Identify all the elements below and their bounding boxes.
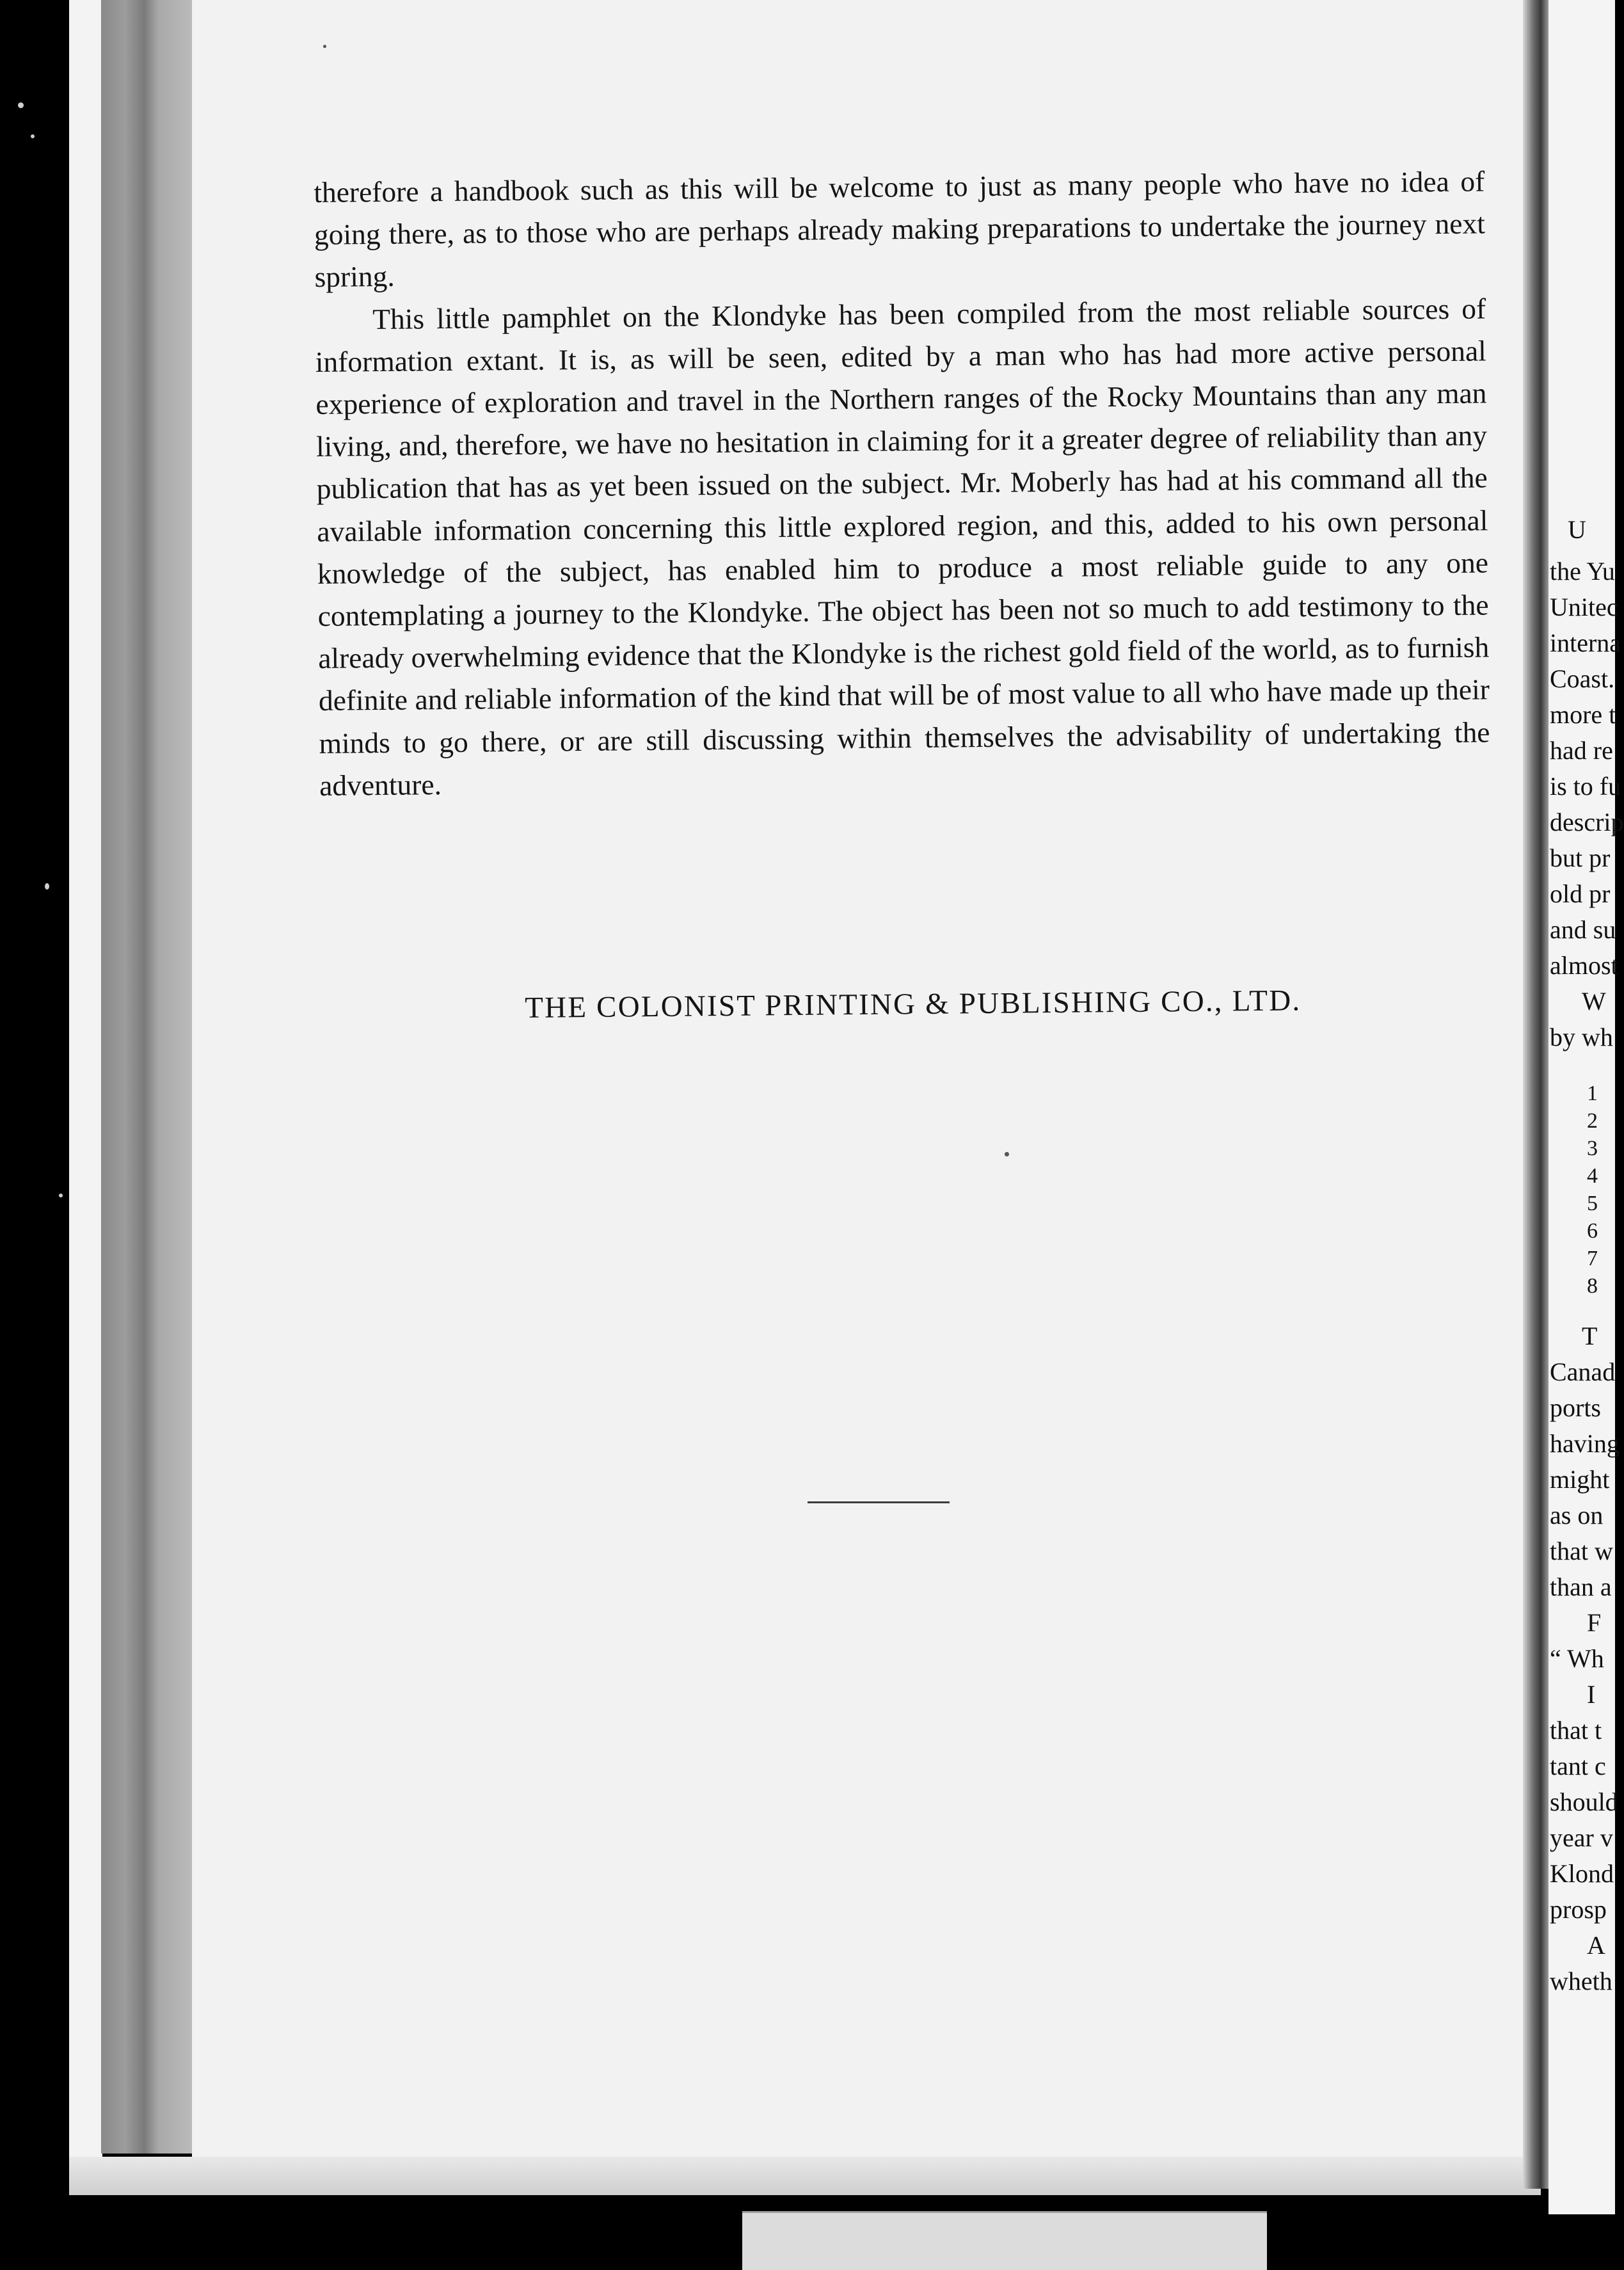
next-page-fragment: A: [1587, 1931, 1605, 1960]
next-page-fragment: 8: [1587, 1274, 1598, 1298]
next-page-fragment: that w: [1550, 1537, 1613, 1565]
next-page-fragment: 7: [1587, 1247, 1598, 1270]
next-page-fragment: F: [1587, 1608, 1602, 1637]
ink-dot: [323, 45, 326, 48]
next-page-edge: [1548, 0, 1624, 2214]
next-page-fragment: descrip: [1550, 808, 1624, 836]
next-page-fragment: Klond: [1550, 1859, 1614, 1888]
bottom-tab: [742, 2211, 1267, 2270]
page-bottom-edge: [69, 2157, 1541, 2195]
paragraph-pamphlet-description: This little pamphlet on the Klondyke has been compiled from the most reliable sources of information extant. It is, as will be seen, edited by a man who has had more active personal experience of exploration and travel in the Northern ranges of the Rocky Mountains than any man living, and, therefore, we have no hesitation in claiming for it a greater degree of reliability than any publication that has as yet been issued on the subject. Mr. Moberly has had at his command all the available information concerning this little explored region, and this, added to his own personal knowledge of the subject, has enabled him to produce a most reliable guide to any one contemplating a journey to the Klondyke. The object has been not so much to add testimony to the already overwhelming evidence that the Klondyke is the richest gold field of the world, as to furnish definite and reliable information of the kind that will be of most value to all who have made up their minds to go there, or are still discussing within themselves the advisability of undertaking the adventure.: [315, 292, 1490, 802]
binding-strip: [101, 0, 197, 2154]
next-page-fragment: U: [1568, 515, 1586, 544]
next-page-fragment: had re: [1550, 736, 1613, 765]
paragraph-continuation: therefore a handbook such as this will be welcome to just as many people who have no idea of going there, as to those who are perhaps already making preparations to undertake the journey next spring.: [314, 164, 1486, 294]
next-page-fold: [1523, 0, 1548, 2189]
next-page-fragment: Unitec: [1550, 593, 1618, 621]
dust-speck: [45, 883, 49, 890]
ink-dot: [1005, 1152, 1009, 1156]
next-page-fragment: but pr: [1550, 843, 1611, 872]
binding-edge: [69, 0, 102, 2189]
next-page-fragment: 4: [1587, 1164, 1598, 1188]
next-page-fragment: 3: [1587, 1137, 1598, 1160]
next-page-fragment: almost: [1550, 951, 1618, 980]
next-page-fragment: “ Wh: [1550, 1644, 1604, 1673]
next-page-fragment: might: [1550, 1465, 1610, 1494]
next-page-fragment: 2: [1587, 1109, 1598, 1133]
dust-speck: [31, 134, 35, 138]
next-page-fragment: Coast.: [1550, 664, 1615, 693]
dust-speck: [18, 102, 24, 108]
section-rule: [808, 1501, 950, 1503]
next-page-fragment: as on: [1550, 1501, 1604, 1530]
next-page-fragment: having: [1550, 1429, 1620, 1458]
next-page-fragment: that t: [1550, 1716, 1602, 1745]
next-page-fragment: tant c: [1550, 1752, 1606, 1780]
next-page-fragment: year v: [1550, 1823, 1613, 1852]
next-page-fragment: should: [1550, 1787, 1618, 1816]
dust-speck: [59, 1194, 63, 1197]
next-page-fragment: 1: [1587, 1082, 1598, 1105]
next-page-fragment: 6: [1587, 1219, 1598, 1243]
next-page-fragment: T: [1582, 1322, 1598, 1350]
next-page-fragment: more t: [1550, 700, 1616, 729]
next-page-fragment: 5: [1587, 1192, 1598, 1215]
next-page-fragment: wheth: [1550, 1967, 1612, 1995]
next-page-fragment: Canad: [1550, 1357, 1616, 1386]
next-page-fragment: is to fu: [1550, 772, 1621, 801]
next-page-fragment: by wh: [1550, 1023, 1613, 1051]
next-page-fragment: the Yu: [1550, 557, 1615, 586]
body-text: [314, 160, 1490, 807]
next-page-fragment: I: [1587, 1680, 1596, 1709]
next-page-fragment: W: [1582, 987, 1606, 1016]
next-page-fragment: ports: [1550, 1393, 1601, 1422]
next-page-fragment: and su: [1550, 915, 1616, 944]
next-page-fragment: prosp: [1550, 1895, 1607, 1924]
next-page-fragment: interna: [1550, 628, 1621, 657]
publisher-line: THE COLONIST PRINTING & PUBLISHING CO., LTD.: [525, 984, 1302, 1025]
next-page-fragment: than a: [1550, 1572, 1612, 1601]
next-page-fragment: old pr: [1550, 879, 1611, 908]
